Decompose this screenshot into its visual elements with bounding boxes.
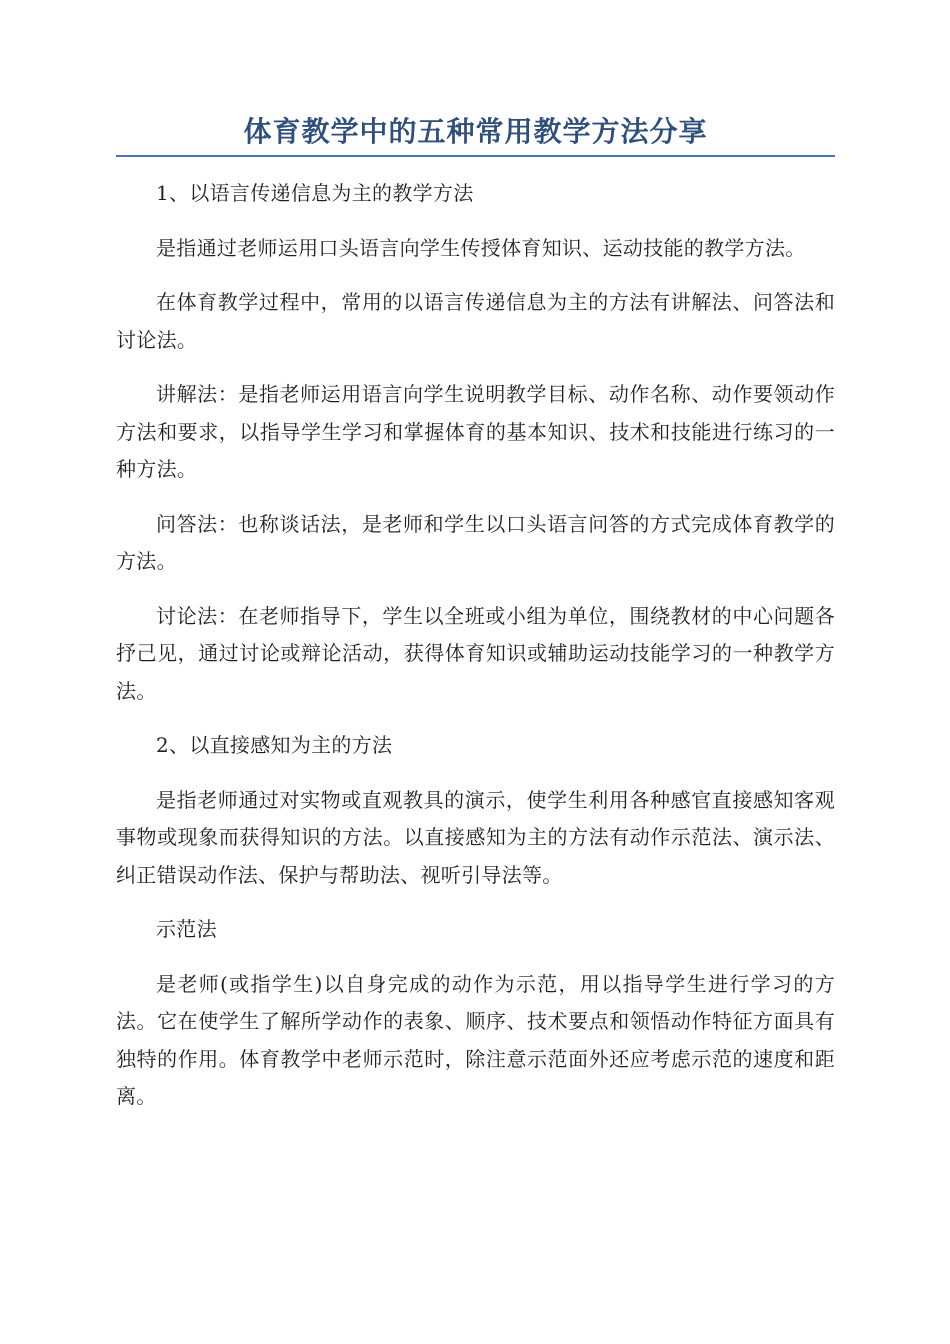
paragraph: 是指通过老师运用口头语言向学生传授体育知识、运动技能的教学方法。 <box>156 235 806 260</box>
section-heading-1: 1、以语言传递信息为主的教学方法 <box>156 181 474 205</box>
paragraph-explanation-method: 讲解法：是指老师运用语言向学生说明教学目标、动作名称、动作要领动作方法和要求，以指导学生学习和掌握体育的基本知识、技术和技能进行练习的一种方法。 <box>116 382 835 481</box>
subsection-heading-demonstration: 示范法 <box>156 917 217 941</box>
section-heading-2: 2、以直接感知为主的方法 <box>156 733 393 757</box>
paragraph: 是指老师通过对实物或直观教具的演示，使学生利用各种感官直接感知客观事物或现象而获得知识的方法。以直接感知为主的方法有动作示范法、演示法、纠正错误动作法、保护与帮助法、视听引导法等。 <box>116 787 835 887</box>
paragraph-discussion-method: 讨论法：在老师指导下，学生以全班或小组为单位，围绕教材的中心问题各抒己见，通过讨论或辩论活动，获得体育知识或辅助运动技能学习的一种教学方法。 <box>116 603 835 703</box>
title-divider <box>116 155 835 157</box>
paragraph-question-method: 问答法：也称谈话法，是老师和学生以口头语言问答的方式完成体育教学的方法。 <box>116 511 835 573</box>
document-page <box>116 112 835 1133</box>
document-title: 体育教学中的五种常用教学方法分享 <box>243 115 708 148</box>
paragraph: 在体育教学过程中，常用的以语言传递信息为主的方法有讲解法、问答法和讨论法。 <box>116 290 835 352</box>
paragraph-demonstration-method: 是老师(或指学生)以自身完成的动作为示范，用以指导学生进行学习的方法。它在使学生了解所学动作的表象、顺序、技术要点和领悟动作特征方面具有独特的作用。体育教学中老师示范时，除注意示范面外还应考虑示范的速度和距离。 <box>116 971 835 1108</box>
